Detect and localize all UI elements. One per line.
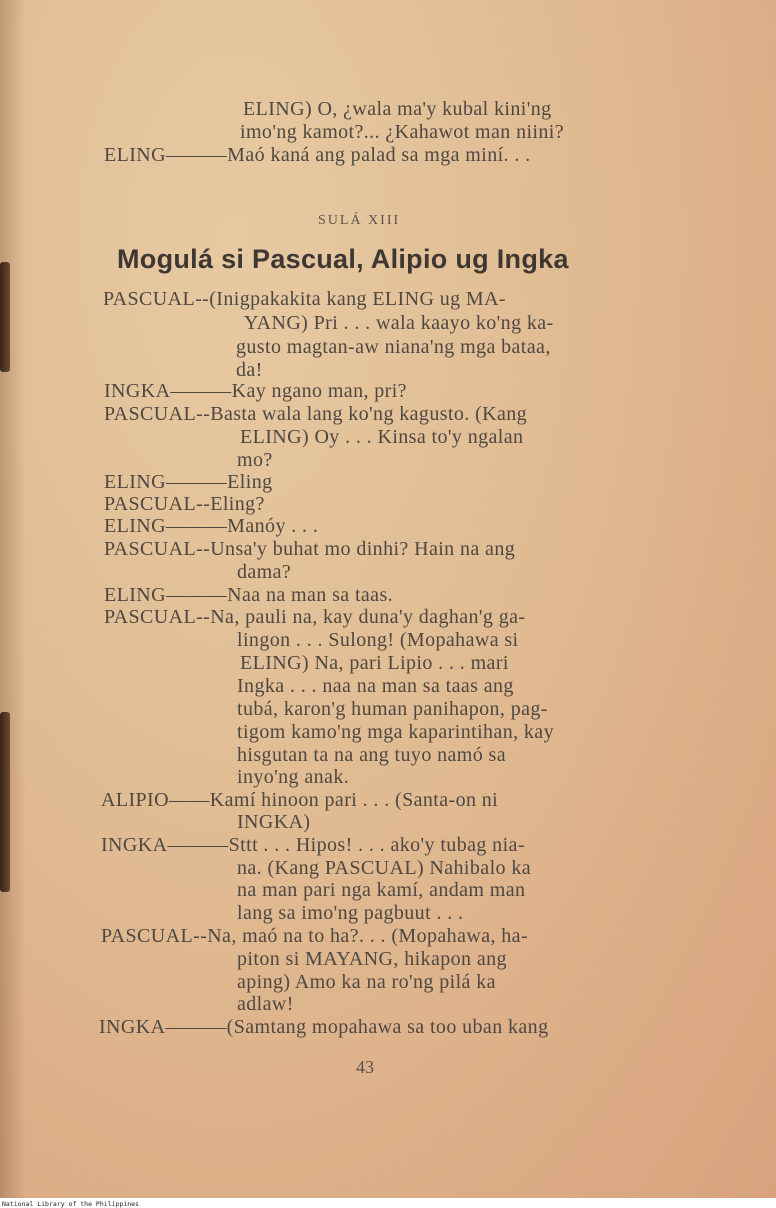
binding-thread — [0, 712, 10, 892]
dialogue-line: tigom kamo'ng mga kaparintihan, kay — [237, 721, 554, 743]
dialogue-line: PASCUAL--Na, maó na to ha?. . . (Mopahawa, ha- — [101, 925, 529, 947]
binding-thread — [0, 262, 10, 372]
dialogue-line: imo'ng kamot?... ¿Kahawot man niini? — [240, 121, 565, 143]
dialogue-line: lingon . . . Sulong! (Mopahawa si — [237, 629, 519, 651]
library-credit: National Library of the Philippines — [2, 1200, 139, 1208]
dialogue-line: adlaw! — [237, 993, 294, 1015]
dialogue-line: piton si MAYANG, hikapon ang — [237, 948, 507, 970]
dialogue-line: INGKA) — [237, 811, 311, 833]
dialogue-line: ELING———Eling — [104, 471, 273, 493]
dialogue-line: YANG) Pri . . . wala kaayo ko'ng ka- — [244, 312, 554, 334]
dialogue-line: mo? — [237, 449, 273, 471]
dialogue-line: ELING———Manóy . . . — [104, 515, 319, 537]
dialogue-line: PASCUAL--Unsa'y buhat mo dinhi? Hain na ang — [104, 538, 516, 560]
dialogue-line: inyo'ng anak. — [237, 766, 350, 788]
page-number: 43 — [356, 1057, 374, 1077]
dialogue-line: da! — [236, 359, 263, 381]
dialogue-line: PASCUAL--Na, pauli na, kay duna'y daghan'g ga- — [104, 606, 526, 628]
dialogue-line: aping) Amo ka na ro'ng pilá ka — [237, 971, 496, 993]
dialogue-line: na man pari nga kamí, andam man — [237, 879, 526, 901]
dialogue-line: ELING) Oy . . . Kinsa to'y ngalan — [240, 426, 524, 448]
dialogue-line: ELING) Na, pari Lipio . . . mari — [240, 652, 509, 674]
dialogue-line: gusto magtan-aw niana'ng mga bataa, — [236, 336, 551, 358]
dialogue-line: PASCUAL--(Inigpakakita kang ELING ug MA- — [103, 288, 506, 310]
dialogue-line: lang sa imo'ng pagbuut . . . — [237, 902, 464, 924]
scene-heading: SULÁ XIII — [318, 213, 401, 228]
dialogue-line: INGKA———(Samtang mopahawa sa too uban kang — [99, 1016, 549, 1038]
dialogue-line: INGKA———Sttt . . . Hipos! . . . ako'y tubag nia- — [101, 834, 525, 856]
dialogue-line: na. (Kang PASCUAL) Nahibalo ka — [237, 857, 532, 879]
dialogue-line: ALIPIO——Kamí hinoon pari . . . (Santa-on ni — [101, 789, 499, 811]
dialogue-line: hisgutan ta na ang tuyo namó sa — [237, 744, 507, 766]
dialogue-line: INGKA———Kay ngano man, pri? — [104, 380, 407, 402]
dialogue-line: ELING) O, ¿wala ma'y kubal kini'ng — [243, 98, 552, 120]
scene-title: Mogulá si Pascual, Alipio ug Ingka — [117, 244, 569, 274]
page-edge-shadow — [0, 0, 26, 1198]
dialogue-line: ELING———Maó kaná ang palad sa mga miní. . . — [104, 144, 531, 166]
dialogue-line: tubá, karon'g human panihapon, pag- — [237, 698, 548, 720]
dialogue-line: PASCUAL--Eling? — [104, 493, 265, 515]
dialogue-line: PASCUAL--Basta wala lang ko'ng kagusto. (Kang — [104, 403, 528, 425]
dialogue-line: dama? — [237, 561, 292, 583]
dialogue-line: Ingka . . . naa na man sa taas ang — [237, 675, 514, 697]
dialogue-line: ELING———Naa na man sa taas. — [104, 584, 394, 606]
